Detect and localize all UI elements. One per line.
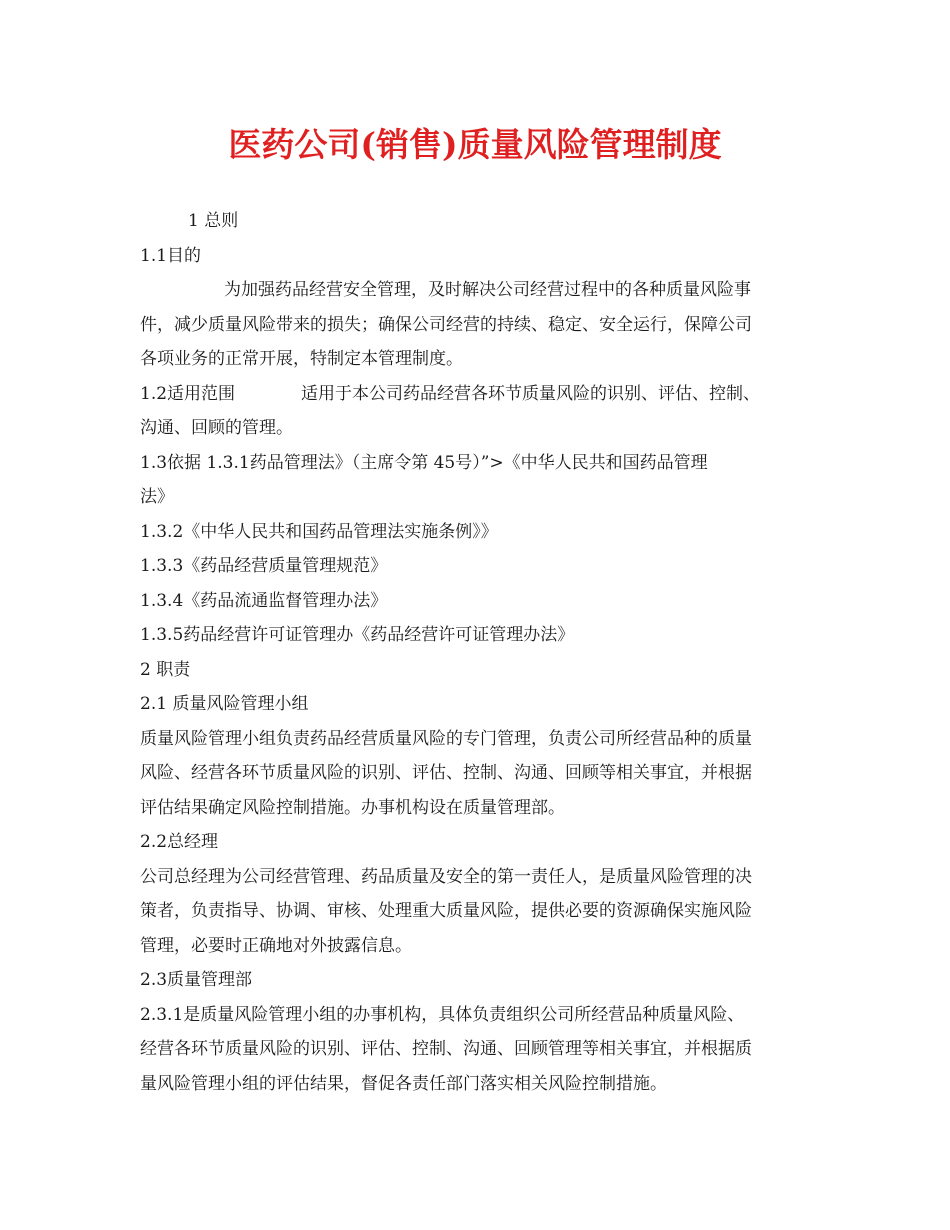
body-line-text: 2.3.1是质量风险管理小组的办事机构，具体负责组织公司所经营品种质量风险、 xyxy=(140,1004,745,1025)
body-line xyxy=(140,929,830,964)
body-line xyxy=(140,308,830,343)
body-line xyxy=(140,1067,830,1102)
body-line xyxy=(140,377,830,412)
body-line xyxy=(140,273,830,308)
body-line-text: 经营各环节质量风险的识别、评估、控制、沟通、回顾管理等相关事宜，并根据质 xyxy=(140,1039,752,1059)
body-line-text: 1.3.2《中华人民共和国药品管理法实施条例》》 xyxy=(140,521,498,542)
body-line-text: 质量风险管理小组负责药品经营质量风险的专门管理，负责公司所经营品种的质量 xyxy=(140,728,752,749)
body-line-text: 2 职责 xyxy=(140,659,191,680)
body-line-text: 各项业务的正常开展，特制定本管理制度。 xyxy=(140,349,463,369)
body-line xyxy=(140,963,830,998)
body-line-text: 为加强药品经营安全管理，及时解决公司经营过程中的各种质量风险事 xyxy=(224,280,751,300)
body-line xyxy=(140,549,830,584)
body-line xyxy=(140,653,830,688)
document-title: 医药公司(销售)质量风险管理制度 xyxy=(228,125,722,164)
body-line-text: 2.3质量管理部 xyxy=(140,970,253,990)
document-body xyxy=(140,204,830,1101)
body-line-text: 1.3依据 1.3.1药品管理法》（主席令第 45号）”>《中华人民共和国药品管理 xyxy=(140,452,708,473)
body-line-continuation: 适用于本公司药品经营各环节质量风险的识别、评估、控制、 xyxy=(301,383,761,404)
body-line-text: 2.2总经理 xyxy=(140,832,219,852)
body-line xyxy=(140,860,830,895)
body-line xyxy=(140,204,830,239)
body-line-text: 沟通、回顾的管理。 xyxy=(140,418,293,438)
body-line-text: 1.3.3《药品经营质量管理规范》 xyxy=(140,556,388,576)
body-line xyxy=(140,894,830,929)
body-line xyxy=(140,446,830,481)
body-line-text: 策者，负责指导、协调、审核、处理重大质量风险，提供必要的资源确保实施风险 xyxy=(140,901,752,921)
body-line xyxy=(140,515,830,550)
body-line-text: 风险、经营各环节质量风险的识别、评估、控制、沟通、回顾等相关事宜，并根据 xyxy=(140,763,752,783)
body-line xyxy=(140,618,830,653)
body-line xyxy=(140,1032,830,1067)
body-line-text: 2.1 质量风险管理小组 xyxy=(140,694,309,714)
body-line xyxy=(140,791,830,826)
body-line-text: 1 总则 xyxy=(188,211,239,231)
body-line xyxy=(140,998,830,1033)
body-line xyxy=(140,756,830,791)
body-line-text: 件，减少质量风险带来的损失；确保公司经营的持续、稳定、安全运行，保障公司 xyxy=(140,314,752,335)
body-line-text: 量风险管理小组的评估结果，督促各责任部门落实相关风险控制措施。 xyxy=(140,1073,667,1094)
body-line xyxy=(140,480,830,515)
body-line-text: 法》 xyxy=(140,487,174,507)
body-line xyxy=(140,722,830,757)
body-line-text: 公司总经理为公司经营管理、药品质量及安全的第一责任人，是质量风险管理的决 xyxy=(140,866,752,887)
body-line xyxy=(140,342,830,377)
body-line xyxy=(140,239,830,274)
body-line xyxy=(140,687,830,722)
body-line-text: 1.3.4《药品流通监督管理办法》 xyxy=(140,590,388,611)
body-line xyxy=(140,584,830,619)
body-line-text: 1.2适用范围 xyxy=(140,383,236,404)
body-line-text: 1.3.5药品经营许可证管理办《药品经营许可证管理办法》 xyxy=(140,625,575,645)
body-line-text: 评估结果确定风险控制措施。办事机构设在质量管理部。 xyxy=(140,797,565,818)
body-line xyxy=(140,825,830,860)
body-line-text: 管理，必要时正确地对外披露信息。 xyxy=(140,935,412,956)
body-line xyxy=(140,411,830,446)
body-line-text: 1.1目的 xyxy=(140,245,202,266)
